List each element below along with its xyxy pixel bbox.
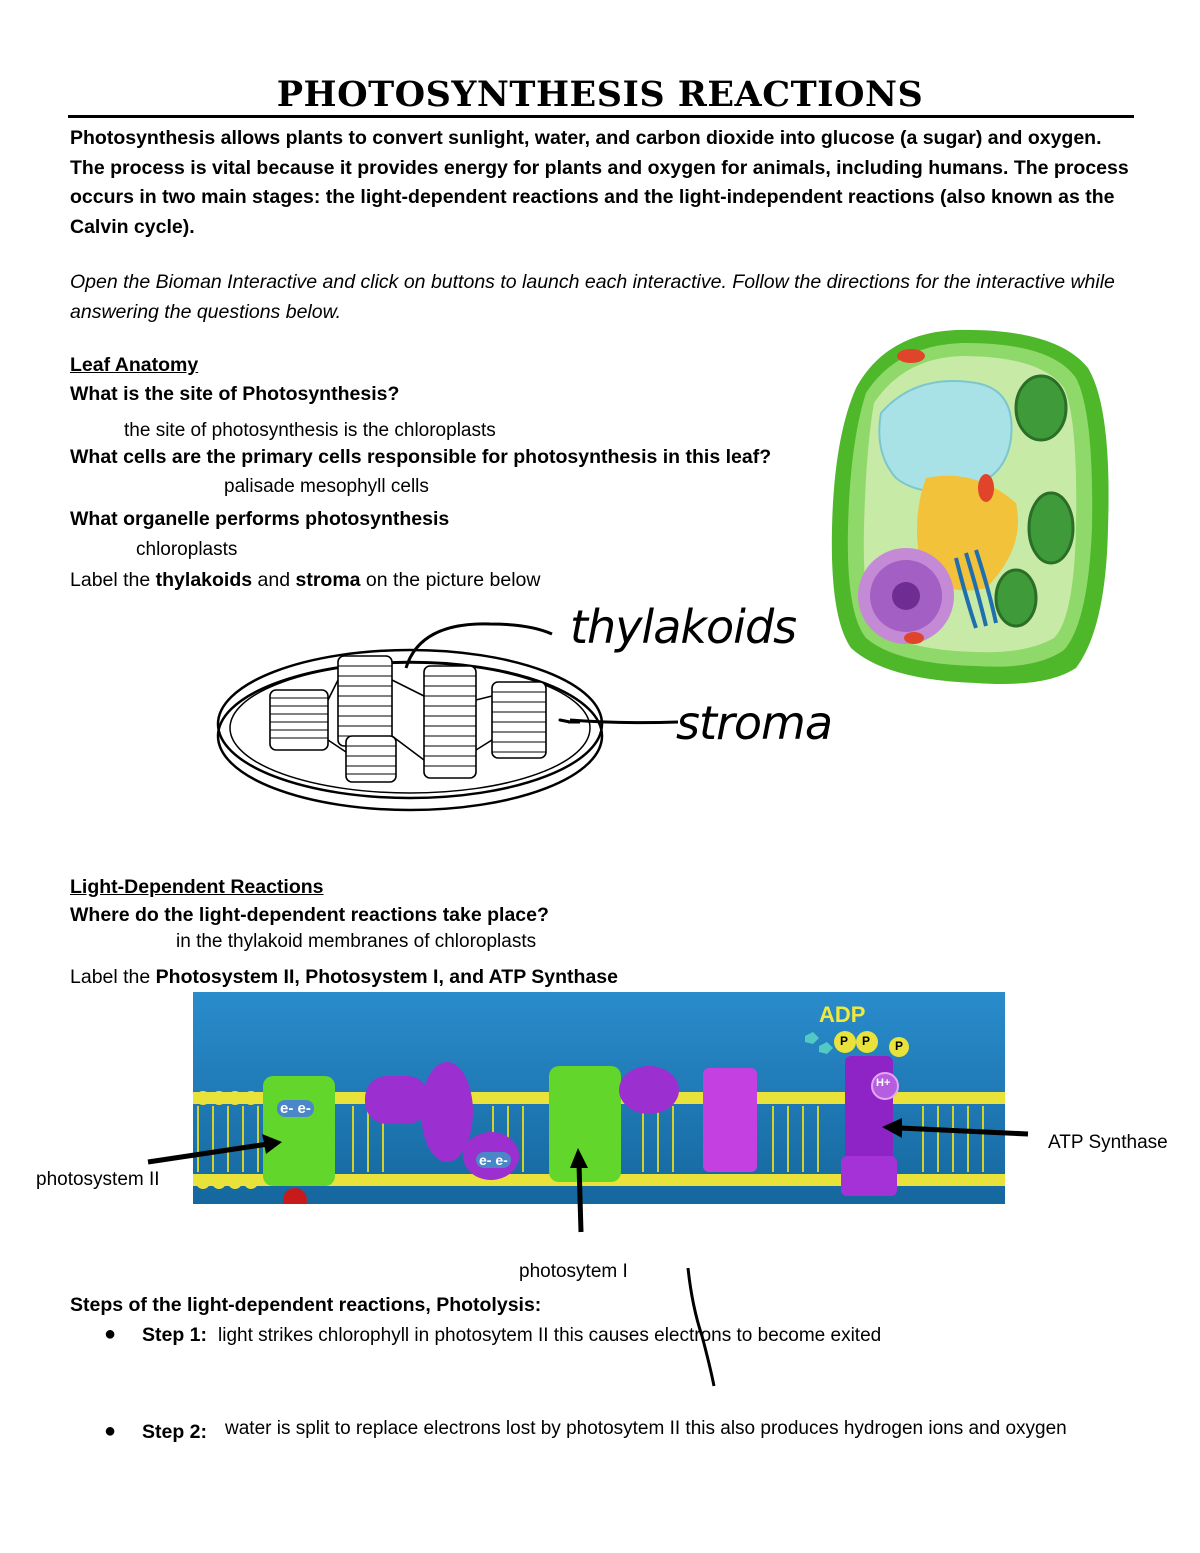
thylakoid-membrane-diagram <box>193 992 1005 1204</box>
step1-label: Step 1: <box>142 1324 208 1346</box>
question-label-chloroplast: Label the thylakoids and stroma on the picture below <box>70 569 541 591</box>
phosphate-label-2: P <box>862 1034 871 1048</box>
intro-paragraph: Photosynthesis allows plants to convert sunlight, water, and carbon dioxide into glucose (a sugar) and oxygen. The process is vital because it provides energy for plants and oxygen for animals, including humans. The process occurs in two main stages: the light-dependent reactions and the light-independent reactions (also known as the Calvin cycle). <box>70 127 1129 238</box>
instructions-paragraph: Open the Bioman Interactive and click on buttons to launch each interactive. Follow the directions for the interactive while answering the questions below. <box>70 271 1115 323</box>
label-atp-synthase: ATP Synthase <box>1048 1132 1168 1153</box>
leaf-anatomy-heading: Leaf Anatomy <box>70 354 199 376</box>
label-photosystem-i: photosytem I <box>519 1261 628 1282</box>
handwritten-stroma-label: stroma <box>676 696 833 750</box>
steps-heading: Steps of the light-dependent reactions, Photolysis: <box>70 1294 542 1316</box>
light-dependent-heading: Light-Dependent Reactions <box>70 876 324 898</box>
question-organelle: What organelle performs photosynthesis <box>70 508 450 530</box>
electron-label-ps2: e- e- <box>277 1100 314 1117</box>
answer-cells: palisade mesophyll cells <box>224 476 429 497</box>
title-rule <box>68 115 1134 118</box>
arrow-photosystem-ii <box>140 1130 290 1170</box>
answer-organelle: chloroplasts <box>136 539 238 560</box>
question-cells: What cells are the primary cells responsible for photosynthesis in this leaf? <box>70 446 772 468</box>
phosphate-label-1: P <box>840 1034 849 1048</box>
page-title: PHOTOSYNTHESIS REACTIONS <box>276 74 924 115</box>
label-photosystem-ii: photosystem II <box>36 1169 160 1190</box>
bullet-1: ● <box>104 1323 117 1345</box>
arrow-atp-synthase <box>878 1116 1034 1146</box>
arrow-photosystem-i <box>566 1146 596 1236</box>
step2-text: water is split to replace electrons lost by photosytem II this also produces hydrogen ions and oxygen <box>225 1418 1067 1439</box>
step2-label: Step 2: <box>142 1421 208 1443</box>
phosphate-label-3: P <box>895 1039 904 1053</box>
question-location: Where do the light-dependent reactions take place? <box>70 904 549 926</box>
answer-location: in the thylakoid membranes of chloroplasts <box>176 931 537 952</box>
question-site: What is the site of Photosynthesis? <box>70 383 400 405</box>
hydrogen-ion-label: H+ <box>876 1077 891 1089</box>
handwritten-pointer-lines <box>400 612 580 742</box>
stroma-pointer-line <box>570 712 680 732</box>
step1-text: light strikes chlorophyll in photosytem II this causes electrons to become exited <box>218 1325 882 1346</box>
answer-site: the site of photosynthesis is the chloroplasts <box>124 420 496 441</box>
handwritten-thylakoids-label: thylakoids <box>570 600 797 654</box>
bullet-2: ● <box>104 1420 117 1442</box>
plant-cell-illustration <box>826 328 1112 688</box>
question-label-membrane: Label the Photosystem II, Photosystem I, and ATP Synthase <box>70 966 618 988</box>
adp-label: ADP <box>819 1002 866 1027</box>
electron-label-carrier: e- e- <box>476 1152 511 1168</box>
